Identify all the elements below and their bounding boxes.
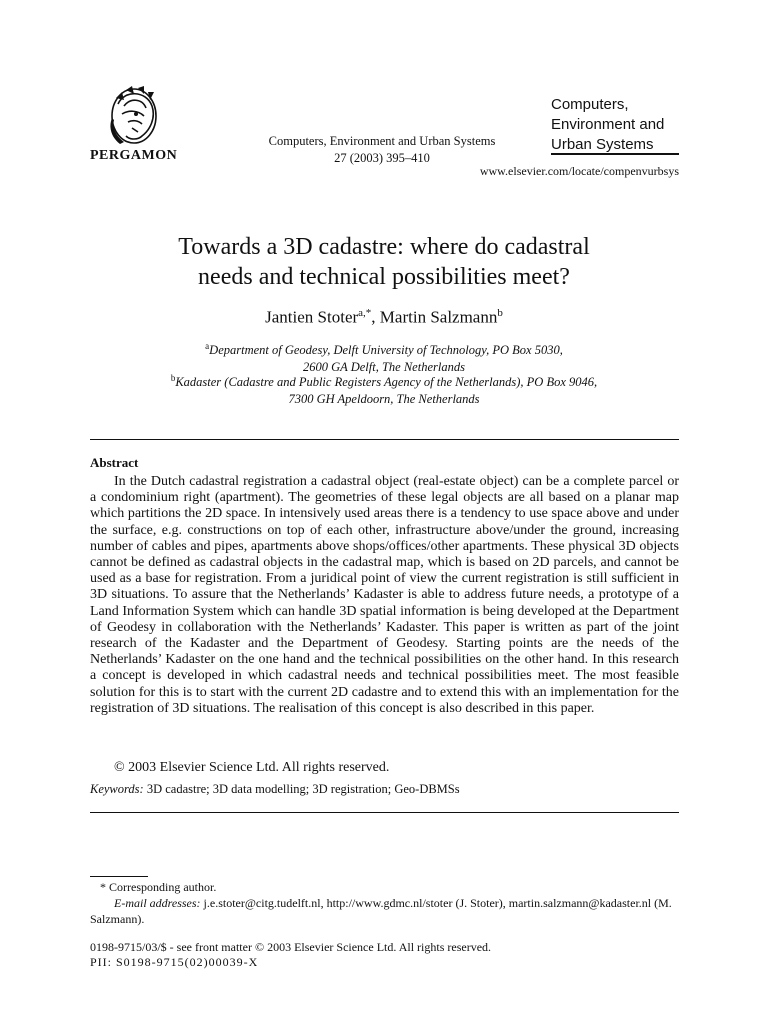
title-line: Towards a 3D cadastre: where do cadastral — [178, 234, 590, 260]
journal-url-link[interactable]: www.elsevier.com/locate/compenvurbsys — [479, 164, 679, 178]
journal-title-rule — [551, 153, 679, 155]
email-label: E-mail addresses: — [114, 896, 201, 910]
author-affiliation-mark: b — [497, 307, 503, 319]
journal-title-box — [551, 95, 664, 155]
journal-name: Computers, Environment and Urban Systems — [268, 134, 496, 148]
title-line: needs and technical possibilities meet? — [198, 264, 570, 290]
keywords-label: Keywords: — [90, 782, 144, 796]
abstract-heading: Abstract — [90, 455, 139, 470]
journal-volume: 27 (2003) 395–410 — [334, 151, 430, 165]
pii-line: PII: S0198-9715(02)00039-X — [90, 955, 259, 969]
journal-citation — [232, 133, 532, 167]
author-name: Jantien Stoter — [265, 307, 359, 327]
author-separator: , — [371, 307, 380, 327]
author-list — [60, 307, 708, 328]
journal-title-line: Environment and — [551, 116, 665, 133]
affiliation-b — [60, 370, 708, 408]
abstract-body: In the Dutch cadastral registration a cadastral object (real-estate object) can be a complete parcel or a condominium right (apartment). The geometries of these legal objects are all based on a planar map which partitions the 2D space. In intensively used areas there is a tendency to use space above and under the surface, e.g. constructions on top of each other, infrastructure above/under the ground, increasing number of cables and pipes, apartments above shops/offices/other apartments. These physical 3D objects cannot be defined as cadastral objects in the cadastral map, which is based on 2D parcels, and cannot be used as a base for registration. From a juridical point of view the current registration is still sufficient in 3D situations. To assure that the Netherlands’ Kadaster is able to address future needs, a prototype of a Land Information System which can handle 3D spatial information is being developed at the Department of Geodesy in collaboration with the Netherlands’ Kadaster. This paper is written as part of the joint research of the Kadaster and the Department of Geodesy. Starting points are the needs of the Netherlands’ Kadaster on the one hand and the technical possibilities on the other hand. In this research a concept is developed in which cadastral needs and technical possibilities meet. The most feasible solution for this is to start with the current 2D cadastre and to extend this with an implementation for the registration of 3D situations. The realisation of this concept is also described in this paper. — [90, 474, 679, 716]
email-text[interactable]: j.e.stoter@citg.tudelft.nl, http://www.gdmc.nl/stoter (J. Stoter), martin.salzmann@kadaster.nl (M. Salzmann). — [90, 896, 672, 926]
section-divider — [90, 812, 679, 813]
keywords — [90, 782, 679, 797]
journal-title-line: Computers, — [551, 96, 629, 113]
affiliation-text: 7300 GH Apeldoorn, The Netherlands — [288, 392, 480, 407]
corresponding-author-note: * Corresponding author. — [100, 880, 217, 894]
author-name: Martin Salzmann — [379, 307, 498, 327]
affiliation-mark: a — [205, 341, 210, 351]
publisher-logo-icon — [94, 84, 174, 148]
keywords-values: 3D cadastre; 3D data modelling; 3D registration; Geo-DBMSs — [146, 782, 460, 796]
front-matter-line: 0198-9715/03/$ - see front matter © 2003 Elsevier Science Ltd. All rights reserved. — [90, 940, 492, 954]
affiliation-mark: b — [170, 373, 176, 383]
journal-title-line: Urban Systems — [551, 136, 654, 153]
footnote-divider — [90, 876, 148, 877]
affiliation-text: Department of Geodesy, Delft University of Technology, PO Box 5030, — [209, 343, 563, 358]
affiliation-text: Kadaster (Cadastre and Public Registers Agency of the Netherlands), PO Box 9046, — [175, 375, 598, 390]
affiliation-text: 2600 GA Delft, The Netherlands — [303, 360, 465, 375]
paper-title — [60, 232, 708, 292]
abstract-copyright: © 2003 Elsevier Science Ltd. All rights reserved. — [114, 760, 390, 775]
email-addresses-note — [90, 895, 679, 927]
section-divider — [90, 439, 679, 440]
publisher-name: PERGAMON — [90, 148, 178, 163]
author-affiliation-mark: a,* — [358, 307, 372, 319]
